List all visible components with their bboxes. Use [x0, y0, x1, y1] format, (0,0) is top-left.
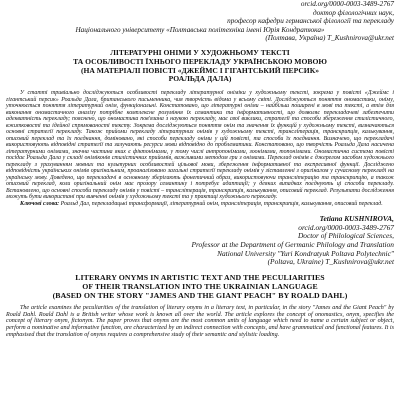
en-title-line-1: LITERARY ONYMS IN ARTISTIC TEXT AND THE PECULIARITIES: [75, 272, 325, 282]
en-degree: Doctor of Philological Sciences,: [297, 231, 394, 241]
ua-title-line-2: ТА ОСОБЛИВОСТІ ЇХНЬОГО ПЕРЕКЛАДУ УКРАЇНСЬКОЮ МОВОЮ: [73, 56, 327, 66]
en-orcid: orcid.org/0000-0003-3489-2767: [298, 222, 394, 232]
ua-location: (Полтава, Україна) T_Kushnirova@ukr.net: [265, 34, 394, 43]
ua-keywords: [6, 201, 394, 208]
ua-position: професор кафедри германської філології та перекладу: [227, 17, 394, 26]
en-author-name: Tetiana KUSHNIROVA,: [319, 214, 394, 224]
ua-university: Національного університету «Полтавська політехніка імені Юрія Кондратюка»: [75, 25, 325, 34]
ua-title-line-3: (НА МАТЕРІАЛІ ПОВІСТІ «ДЖЕЙМС І ГІГАНТСЬКИЙ ПЕРСИК»: [80, 65, 320, 75]
en-article-title: [6, 273, 394, 300]
ua-abstract: У статті тривіально досліджуються особливості перекладу літературної оніміки у художньому тексті, зокрема у повісті «Джеймс і гігантський персик» Роальда Дала, британського письменника, чия творчість відома у всьому світі. Досліджуються поняття ономастики, оніму, уточнюється поняття літературний онім, функціональні. Констатовано, що літературні оніми – найбільш поширені в мові та тексті, а втім для виконання ономастичного аналізу потрібне комплексне розуміння їх семантики та інформативності, що дозволяє перекладачеві забезпечити адекватність перекладу; пояснено, що ономастика пов'язана з наукою перекладу, має свої виклики, стратегії та способи збереження стилістичного, вжитковості та ідейної спрямованості тексту. Зокрема досліджуються поняття онім та значення їх функцій у художньому тексті, визначаються основні стратегії перекладу. Також прийоми перекладу літературних онімів у художньому тексті, транслітерація, транскрипція, калькування, описовий переклад та їх поєднання, доміновано, які способи перекладу оніми у цій повісті, та способи їх поєднання. Визначено, що перекладачі використовують відповідні стратегії та залучають ресурси мови відповідно до проблематики. Констатовано, що творчість Роальда Дала насичена літературними онімами, значна частина яких є фіктонімами, у тому числі антропонімами, зоонімами, топонімами. Ономастична система повісті посідає Роальда Дала у складі оніміконів стилістичних прийомів, важливими методом гри з онімами. Переклад онімів є джерелом засобом художнього перекладу з урахуванням мовних та культурних особливостей цільової мови, збереження інформативної та експресивної функції. Досліджено відповідність українських онімів оригінальним, проаналізовано загальні стратегії перекладу онімів у зіставленні з оригіналом у сучасному перекладі на українську мову. Доведено, що перекладачі в основному зберігають фонетичний образ, використовуючи транслітерацію та транскрипцію, а також описовий переклад, коли оригінальний онім має прозору семантику і потребує адаптації; у деяких випадках поєднують ці способи перекладу. Встановлено, що основні способи перекладу онімів у повісті – транслітерація, транскрипція, калькування, описовий переклад. Результати дослідження можуть бути використані при вивченні онімів у художньому тексті та у практиці художнього перекладу.: [6, 90, 394, 201]
ua-title-line-4: РОАЛЬДА ДАЛА): [168, 74, 232, 84]
ua-degree: доктор філологічних наук,: [312, 8, 394, 17]
en-title-line-3: (BASED ON THE STORY "JAMES AND THE GIANT PEACH" BY ROALD DAHL): [52, 290, 348, 300]
en-abstract: The article examines the peculiarities of the translation of literary onyms in a literary text, in particular, in the story "James and the Giant Peach" by Roald Dahl. Roald Dahl is a British writer whose work is known all over the world. The article explores the concept of onomastics, onym, specifies the concept of literary onym, fictonym. The paper proves that onyms are the most common units of language which need to name a certain subject or object, perform a nominative and informative function, are characterized by an indirect connection with concepts, and have grammatical and functional features. It is emphasised that the translation of onyms requires a comprehensive study of their semantic and stylistic loading.: [6, 304, 394, 338]
ua-keywords-text: Роальд Дал, перекладацькі трансформації, літературний онім, транслітерація, транскрипція, калькування, описовий переклад.: [60, 200, 383, 207]
ua-orcid: orcid.org/0000-0003-3489-2767: [300, 0, 394, 8]
ua-author-block: [6, 0, 394, 43]
en-location: (Poltava, Ukraine) T_Kushnirova@ukr.net: [267, 257, 394, 267]
ua-title-line-1: ЛІТЕРАТУРНІ ОНІМИ У ХУДОЖНЬОМУ ТЕКСТІ: [110, 47, 290, 57]
en-university: National University "Yuri Kondratyuk Poltava Polytechnic": [217, 248, 394, 258]
en-author-block: [6, 215, 394, 267]
ua-article-title: [6, 49, 394, 84]
ua-keywords-label: Ключові слова:: [20, 200, 60, 207]
en-position: Professor at the Department of Germanic Philology and Translation: [191, 239, 394, 249]
en-title-line-2: OF THEIR TRANSLATION INTO THE UKRAINIAN LANGUAGE: [82, 281, 318, 291]
